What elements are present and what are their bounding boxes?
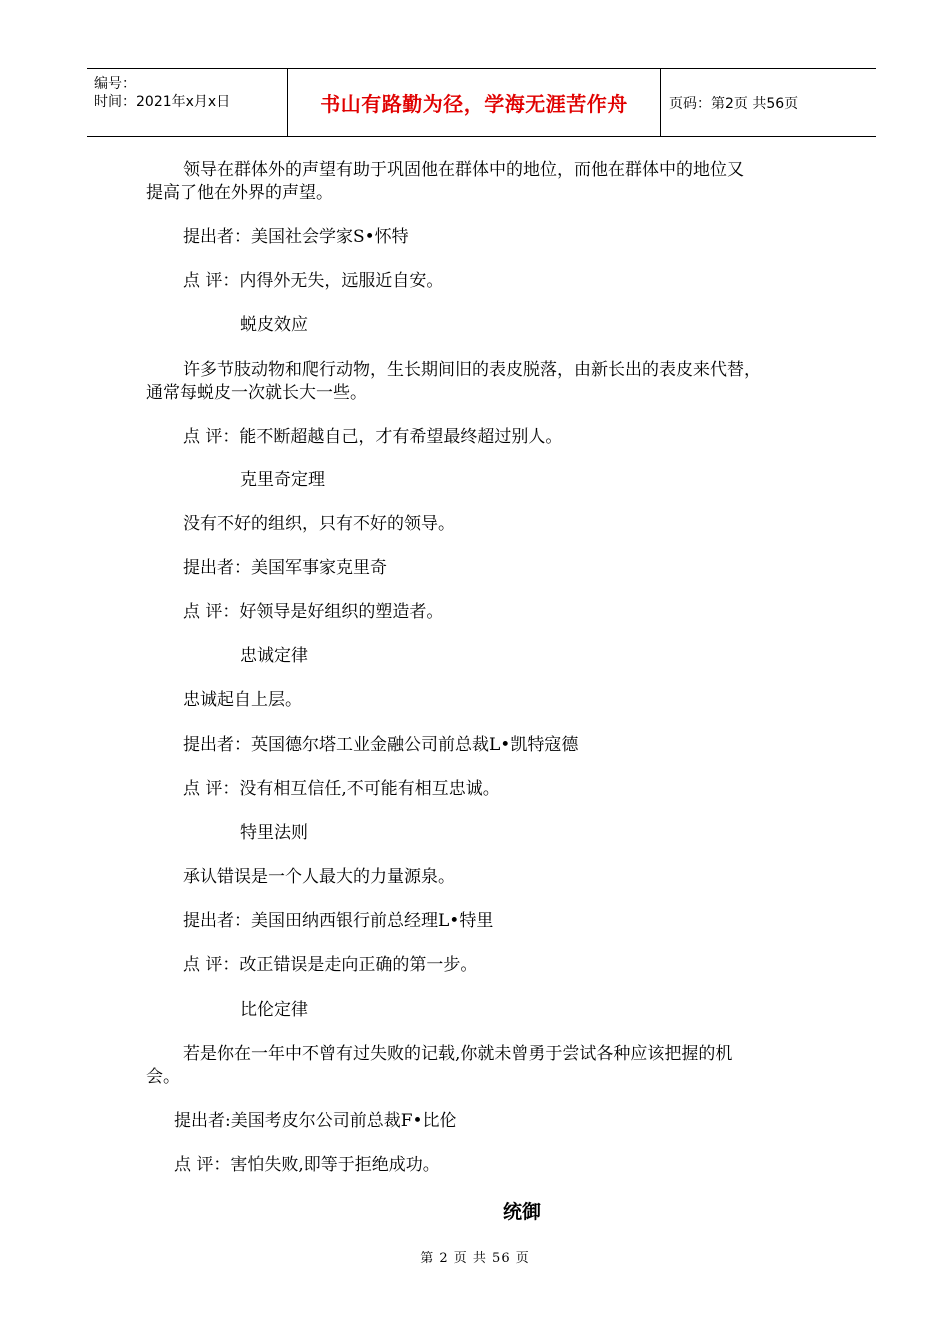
comment-line: 点 评：没有相互信任,不可能有相互忠诚。 [183, 779, 500, 799]
proposer-line: 提出者：美国田纳西银行前总经理L•特里 [183, 911, 494, 931]
paragraph-line: 通常每蜕皮一次就长大一些。 [146, 383, 367, 403]
paragraph-line: 会。 [146, 1067, 180, 1087]
paragraph-line: 没有不好的组织，只有不好的领导。 [183, 514, 455, 534]
document-number-label: 编号： [94, 76, 136, 92]
section-heading: 比伦定律 [240, 1000, 308, 1020]
proposer-line: 提出者:美国考皮尔公司前总裁F•比伦 [174, 1111, 457, 1131]
comment-line: 点 评：害怕失败,即等于拒绝成功。 [174, 1155, 440, 1175]
header-page-cell [661, 69, 876, 136]
section-heading: 忠诚定律 [240, 646, 308, 666]
paragraph-line: 忠诚起自上层。 [183, 690, 302, 710]
proposer-line: 提出者：美国军事家克里奇 [183, 558, 387, 578]
header-page-info: 页码：第2页 共56页 [669, 96, 799, 112]
paragraph-line: 许多节肢动物和爬行动物，生长期间旧的表皮脱落，由新长出的表皮来代替， [183, 360, 761, 380]
proposer-line: 提出者：美国社会学家S•怀特 [183, 227, 409, 247]
section-heading: 特里法则 [240, 823, 308, 843]
section-heading: 克里奇定理 [240, 470, 325, 490]
proposer-line: 提出者：英国德尔塔工业金融公司前总裁L•凯特寇德 [183, 735, 579, 755]
header-meta-cell [87, 69, 288, 136]
header-motto-cell [288, 69, 661, 136]
paragraph-line: 承认错误是一个人最大的力量源泉。 [183, 867, 455, 887]
comment-line: 点 评：能不断超越自己，才有希望最终超过别人。 [183, 427, 563, 447]
paragraph-line: 领导在群体外的声望有助于巩固他在群体中的地位，而他在群体中的地位又 [183, 160, 744, 180]
section-heading: 蜕皮效应 [240, 315, 308, 335]
footer-page-number: 第 2 页 共 56 页 [420, 1251, 530, 1266]
comment-line: 点 评：改正错误是走向正确的第一步。 [183, 955, 478, 975]
page-footer [0, 1247, 950, 1266]
page-header [87, 68, 876, 137]
paragraph-line: 若是你在一年中不曾有过失败的记载,你就未曾勇于尝试各种应该把握的机 [183, 1044, 733, 1064]
comment-line: 点 评：好领导是好组织的塑造者。 [183, 602, 444, 622]
comment-line: 点 评：内得外无失，远服近自安。 [183, 271, 444, 291]
document-date-label: 时间：2021年x月x日 [94, 94, 231, 110]
paragraph-line: 提高了他在外界的声望。 [146, 183, 333, 203]
header-motto: 书山有路勤为径，学海无涯苦作舟 [320, 92, 628, 116]
section-title: 统御 [503, 1201, 542, 1223]
